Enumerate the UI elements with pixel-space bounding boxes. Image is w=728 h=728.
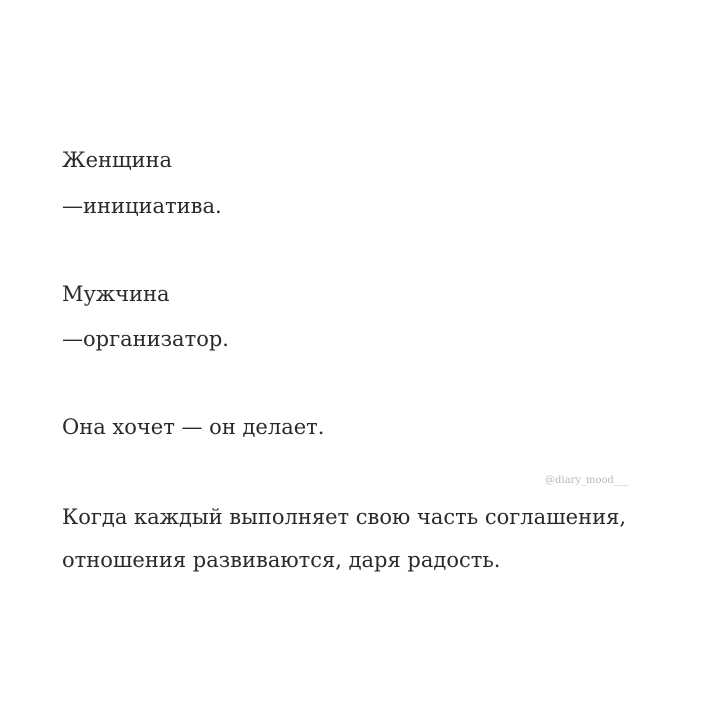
watermark-handle: @diary_mood___ [545,475,629,486]
stanza-4-line-2: отношения развиваются, даря радость. [62,548,501,572]
stanza-4-line-1: Когда каждый выполняет свою часть соглашения, [62,505,626,529]
stanza-2-line-2: —организатор. [62,327,229,351]
stanza-1-line-1: Женщина [62,148,173,172]
stanza-3-line-1: Она хочет — он делает. [62,415,325,439]
stanza-2-line-1: Мужчина [62,282,170,306]
stanza-1-line-2: —инициатива. [62,194,222,218]
